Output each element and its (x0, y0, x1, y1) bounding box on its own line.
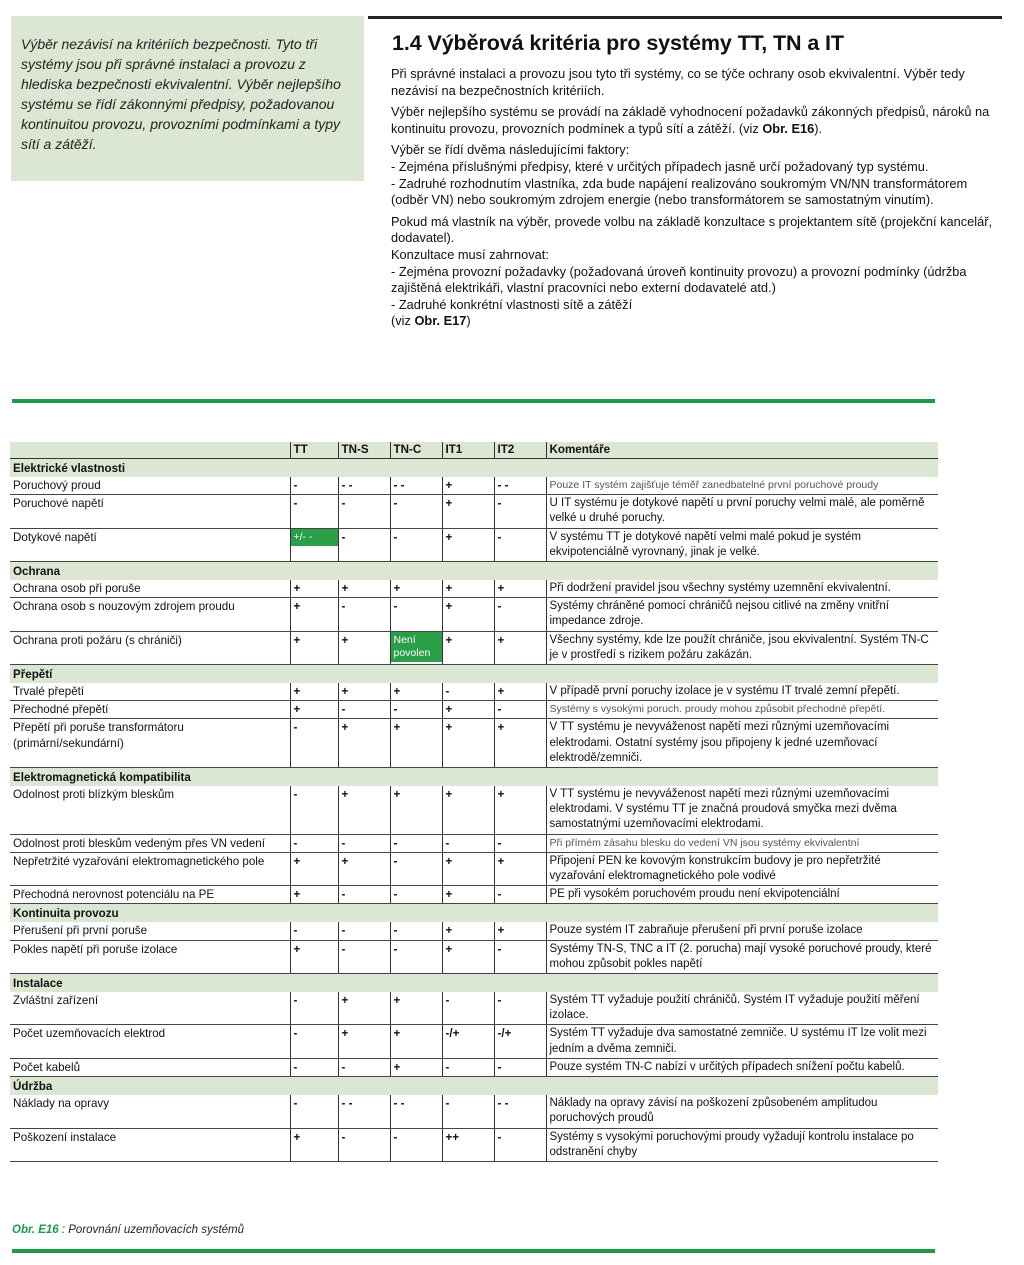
row-comment: Náklady na opravy závisí na poškození způsobeném amplitudou poruchových proudů (546, 1095, 938, 1128)
intro-text (391, 66, 1006, 335)
cell-tt: - (290, 495, 338, 528)
intro-paragraph: Konzultace musí zahrnovat: (391, 246, 549, 262)
row-label: Poruchové napětí (10, 495, 290, 528)
summary-sidebar (11, 16, 364, 181)
header-tt: TT (290, 442, 338, 459)
row-comment: Systémy TN-S, TNC a IT (2. porucha) mají vysoké poruchové proudy, které mohou způsobit pokles napětí (546, 940, 938, 973)
intro-list-item: - Zejména provozní požadavky (požadovaná úroveň kontinuity provozu) a provozní podmínky (údržba zajištěná elektrikáři, vlastní pracovníci nebo externí dodavatelé atd.) (391, 263, 967, 296)
cell-tns: - (338, 886, 390, 904)
cell-it1: ++ (442, 1128, 494, 1161)
section-heading: Elektromagnetická kompatibilita (10, 768, 938, 787)
cell-tt: - (290, 1058, 338, 1076)
header-tn-s: TN-S (338, 442, 390, 459)
cell-it2: + (494, 580, 546, 598)
cell-tt: - (290, 1095, 338, 1128)
row-comment: Systém TT vyžaduje dva samostatné zemniče. U systému IT lze volit mezi jedním a dvěma zemniči. (546, 1025, 938, 1058)
row-comment: V případě první poruchy izolace je v systému IT trvalé zemní přepětí. (546, 683, 938, 701)
cell-tt: + (290, 940, 338, 973)
cell-it2: - (494, 598, 546, 631)
intro-paragraph: Při správné instalaci a provozu jsou tyto tři systémy, co se týče ochrany osob ekvivalentní. Výběr tedy nezávisí na bezpečnostních kritériích. (391, 66, 965, 98)
table-section-row (10, 768, 938, 787)
cell-it1: - (442, 1095, 494, 1128)
cell-it2: - (494, 495, 546, 528)
row-comment: V TT systému je nevyváženost napětí mezi různými uzemňovacími elektrodami. V systému TT je značná proudová smyčka mezi dvěma samostatnými uzemňovacími elektrodami. (546, 786, 938, 834)
table-row (10, 495, 938, 528)
header-label (10, 442, 290, 459)
table-row (10, 1025, 938, 1058)
cell-tns: - (338, 495, 390, 528)
cell-tnc: - (390, 852, 442, 885)
row-label: Dotykové napětí (10, 528, 290, 561)
row-label: Ochrana proti požáru (s chrániči) (10, 631, 290, 664)
row-label: Přepětí při poruše transformátoru (primární/sekundární) (10, 719, 290, 768)
cell-it2: + (494, 922, 546, 940)
cell-it1: - (442, 1058, 494, 1076)
cell-tt: + (290, 683, 338, 701)
cell-it1: - (442, 992, 494, 1025)
cell-tnc: + (390, 786, 442, 834)
table-row (10, 580, 938, 598)
cell-tnc: - (390, 528, 442, 561)
cell-tns: + (338, 580, 390, 598)
intro-list-item: - Zadruhé rozhodnutím vlastníka, zda bude napájení realizováno soukromým VN/NN transformátorem (odběr VN) nebo soukromým zdrojem energie (nebo transformátorem se samostatným vinutím). (391, 175, 968, 208)
cell-tnc (390, 631, 442, 664)
section-heading: Přepětí (10, 665, 938, 684)
table-row (10, 1095, 938, 1128)
table-row (10, 683, 938, 701)
row-label: Počet kabelů (10, 1058, 290, 1076)
not-allowed-badge: Není povolen (391, 632, 442, 662)
cell-tt: - (290, 922, 338, 940)
section-heading: Instalace (10, 974, 938, 993)
cell-it1: + (442, 940, 494, 973)
not-allowed-badge: +/- - (291, 529, 338, 546)
row-label: Odolnost proti blízkým bleskům (10, 786, 290, 834)
row-label: Přerušení při první poruše (10, 922, 290, 940)
row-label: Poruchový proud (10, 477, 290, 495)
row-label: Přechodná nerovnost potenciálu na PE (10, 886, 290, 904)
cell-tt: + (290, 580, 338, 598)
table-row (10, 886, 938, 904)
section-divider (12, 399, 935, 403)
cell-it2: - - (494, 1095, 546, 1128)
table-header-row (10, 442, 938, 459)
row-comment: Připojení PEN ke kovovým konstrukcím budovy je pro nepřetržité vyzařování elektromagnetického pole vodivé (546, 852, 938, 885)
cell-tnc: - (390, 834, 442, 852)
cell-it1: + (442, 631, 494, 664)
cell-tnc: - (390, 940, 442, 973)
row-label: Počet uzemňovacích elektrod (10, 1025, 290, 1058)
table-row (10, 940, 938, 973)
cell-it2: -/+ (494, 1025, 546, 1058)
row-label: Ochrana osob při poruše (10, 580, 290, 598)
cell-tns: - (338, 528, 390, 561)
row-label: Nepřetržité vyzařování elektromagnetického pole (10, 852, 290, 885)
cell-tt: - (290, 1025, 338, 1058)
cell-it1: - (442, 683, 494, 701)
cell-it2: - (494, 701, 546, 719)
cell-it1: - (442, 834, 494, 852)
cell-it1: + (442, 786, 494, 834)
cell-tns: - - (338, 477, 390, 495)
cell-tns: - - (338, 1095, 390, 1128)
row-comment: Systémy s vysokými poruchovými proudy vyžadují kontrolu instalace po odstranění chyby (546, 1128, 938, 1161)
table-row (10, 852, 938, 885)
intro-paragraph: Výběr nejlepšího systému se provádí na základě vyhodnocení požadavků zákonných předpisů, nároků na kontinuitu provozu, provozních podmínek a typů sítí a zátěží. (viz Obr. E16). (391, 104, 990, 136)
row-label: Odolnost proti bleskům vedeným přes VN vedení (10, 834, 290, 852)
cell-it1: + (442, 701, 494, 719)
cell-it2: + (494, 683, 546, 701)
cell-tnc: + (390, 580, 442, 598)
intro-list-item: - Zadruhé konkrétní vlastnosti sítě a zátěží (391, 296, 633, 312)
row-comment: Systém TT vyžaduje použití chráničů. Systém IT vyžaduje použití měření izolace. (546, 992, 938, 1025)
section-heading: Údržba (10, 1077, 938, 1096)
intro-paragraph: (viz Obr. E17) (391, 313, 471, 329)
cell-tnc: - (390, 598, 442, 631)
cell-tnc: - (390, 495, 442, 528)
cell-tns: - (338, 922, 390, 940)
cell-tnc: - - (390, 1095, 442, 1128)
section-heading: Kontinuita provozu (10, 904, 938, 923)
cell-it2: - (494, 886, 546, 904)
cell-it2: - (494, 940, 546, 973)
cell-tns: + (338, 786, 390, 834)
cell-tns: + (338, 992, 390, 1025)
row-label: Poškození instalace (10, 1128, 290, 1161)
intro-list-item: - Zejména příslušnými předpisy, které v určitých případech jasně určí požadovaný typ systému. (391, 158, 929, 174)
cell-it1: + (442, 477, 494, 495)
table-row (10, 631, 938, 664)
header-comment: Komentáře (546, 442, 938, 459)
cell-tns: + (338, 683, 390, 701)
cell-it2: - (494, 992, 546, 1025)
row-label: Trvalé přepětí (10, 683, 290, 701)
row-label: Zvláštní zařízení (10, 992, 290, 1025)
intro-paragraph: Pokud má vlastník na výběr, provede volbu na základě konzultace s projektantem sítě (projekční kancelář, dodavatel). (391, 213, 993, 246)
row-comment: PE při vysokém poruchovém proudu není ekvipotenciální (546, 886, 938, 904)
table-row (10, 1128, 938, 1161)
cell-tnc: + (390, 1025, 442, 1058)
cell-it2: + (494, 852, 546, 885)
table-row (10, 477, 938, 495)
header-tn-c: TN-C (390, 442, 442, 459)
cell-tns: - (338, 834, 390, 852)
row-comment: Systémy chráněné pomocí chráničů nejsou citlivé na změny vnitřní impedance zdroje. (546, 598, 938, 631)
row-label: Ochrana osob s nouzovým zdrojem proudu (10, 598, 290, 631)
cell-tns: - (338, 1058, 390, 1076)
table-row (10, 528, 938, 561)
table-row (10, 786, 938, 834)
summary-text: Výběr nezávisí na kritériích bezpečnosti. Tyto tři systémy jsou při správné instalaci a provozu z hlediska bezpečnosti ekvivalentní. Výběr nejlepšího systému se řídí zákonnými předpisy, požadovanou kontinuitou provozu, provozními podmínkami a typy sítí a zátěží. (21, 36, 341, 152)
cell-it2: - (494, 1058, 546, 1076)
row-comment: V TT systému je nevyváženost napětí mezi různými uzemňovacími elektrodami. Ostatní systémy jsou připojeny k jedné uzemňovací elektrodě/zemniči. (546, 719, 938, 768)
cell-it1: + (442, 598, 494, 631)
cell-it2: + (494, 719, 546, 768)
cell-it1: -/+ (442, 1025, 494, 1058)
cell-tns: + (338, 852, 390, 885)
table-row (10, 834, 938, 852)
cell-it1: + (442, 580, 494, 598)
cell-tt: + (290, 1128, 338, 1161)
cell-tnc: - (390, 1128, 442, 1161)
cell-tnc: + (390, 683, 442, 701)
header-it2: IT2 (494, 442, 546, 459)
table-section-row (10, 459, 938, 478)
figure-reference: Obr. E17 (414, 313, 467, 329)
caption-text: : Porovnání uzemňovacích systémů (58, 1224, 245, 1236)
cell-tt: - (290, 992, 338, 1025)
table-row (10, 1058, 938, 1076)
comparison-table (10, 442, 938, 1162)
table-section-row (10, 562, 938, 581)
caption-figure-number: Obr. E16 (12, 1224, 59, 1236)
cell-tt (290, 528, 338, 561)
cell-tt: + (290, 631, 338, 664)
row-comment: U IT systému je dotykové napětí u první poruchy velmi malé, ale poměrně velké u druhé poruchy. (546, 495, 938, 528)
cell-tns: - (338, 1128, 390, 1161)
table-row (10, 992, 938, 1025)
table-body (10, 459, 938, 1162)
cell-it2: - (494, 528, 546, 561)
section-heading: Elektrické vlastnosti (10, 459, 938, 478)
cell-it1: + (442, 852, 494, 885)
cell-tt: + (290, 701, 338, 719)
figure-reference: Obr. E16 (762, 120, 815, 136)
row-comment: Pouze systém IT zabraňuje přerušení při první poruše izolace (546, 922, 938, 940)
cell-tt: - (290, 719, 338, 768)
top-divider (368, 16, 1002, 19)
cell-tns: - (338, 940, 390, 973)
table-section-row (10, 1077, 938, 1096)
cell-tnc: - (390, 886, 442, 904)
header-it1: IT1 (442, 442, 494, 459)
cell-it2: - - (494, 477, 546, 495)
cell-tt: + (290, 852, 338, 885)
cell-tnc: + (390, 719, 442, 768)
cell-tns: - (338, 598, 390, 631)
cell-tnc: - (390, 701, 442, 719)
cell-tns: + (338, 631, 390, 664)
row-label: Pokles napětí při poruše izolace (10, 940, 290, 973)
bottom-divider (12, 1249, 935, 1253)
cell-tt: - (290, 834, 338, 852)
table-row (10, 719, 938, 768)
cell-tns: + (338, 719, 390, 768)
cell-tt: - (290, 477, 338, 495)
cell-tns: - (338, 701, 390, 719)
table-row (10, 701, 938, 719)
cell-it1: + (442, 495, 494, 528)
table-section-row (10, 665, 938, 684)
row-comment: Systémy s vysokými poruch. proudy mohou způsobit přechodné přepětí. (546, 701, 938, 719)
cell-it2: - (494, 1128, 546, 1161)
figure-caption (12, 1224, 244, 1236)
row-label: Náklady na opravy (10, 1095, 290, 1128)
section-heading: Ochrana (10, 562, 938, 581)
row-label: Přechodné přepětí (10, 701, 290, 719)
cell-tnc: - (390, 922, 442, 940)
intro-paragraph: Výběr se řídí dvěma následujícími faktory: (391, 142, 630, 158)
cell-it2: + (494, 631, 546, 664)
section-title: 1.4 Výběrová kritéria pro systémy TT, TN a IT (392, 31, 844, 55)
cell-it1: + (442, 886, 494, 904)
cell-tnc: + (390, 1058, 442, 1076)
cell-tns: + (338, 1025, 390, 1058)
table-section-row (10, 974, 938, 993)
cell-tnc: + (390, 992, 442, 1025)
cell-tnc: - - (390, 477, 442, 495)
cell-it2: - (494, 834, 546, 852)
table-row (10, 598, 938, 631)
row-comment: Pouze IT systém zajišťuje téměř zanedbatelné první poruchové proudy (546, 477, 938, 495)
cell-it2: + (494, 786, 546, 834)
row-comment: Při přímém zásahu blesku do vedení VN jsou systémy ekvivalentní (546, 834, 938, 852)
row-comment: Všechny systémy, kde lze použít chrániče, jsou ekvivalentní. Systém TN-C je v prostředí s rizikem požáru zakázán. (546, 631, 938, 664)
cell-it1: + (442, 922, 494, 940)
row-comment: Při dodržení pravidel jsou všechny systémy uzemnění ekvivalentní. (546, 580, 938, 598)
cell-tt: - (290, 786, 338, 834)
row-comment: Pouze systém TN-C nabízí v určitých případech snížení počtu kabelů. (546, 1058, 938, 1076)
table-row (10, 922, 938, 940)
cell-it1: + (442, 528, 494, 561)
cell-it1: + (442, 719, 494, 768)
cell-tt: + (290, 598, 338, 631)
row-comment: V systému TT je dotykové napětí velmi malé pokud je systém ekvipotenciálně vyrovnaný, jinak je velké. (546, 528, 938, 561)
table-section-row (10, 904, 938, 923)
cell-tt: + (290, 886, 338, 904)
